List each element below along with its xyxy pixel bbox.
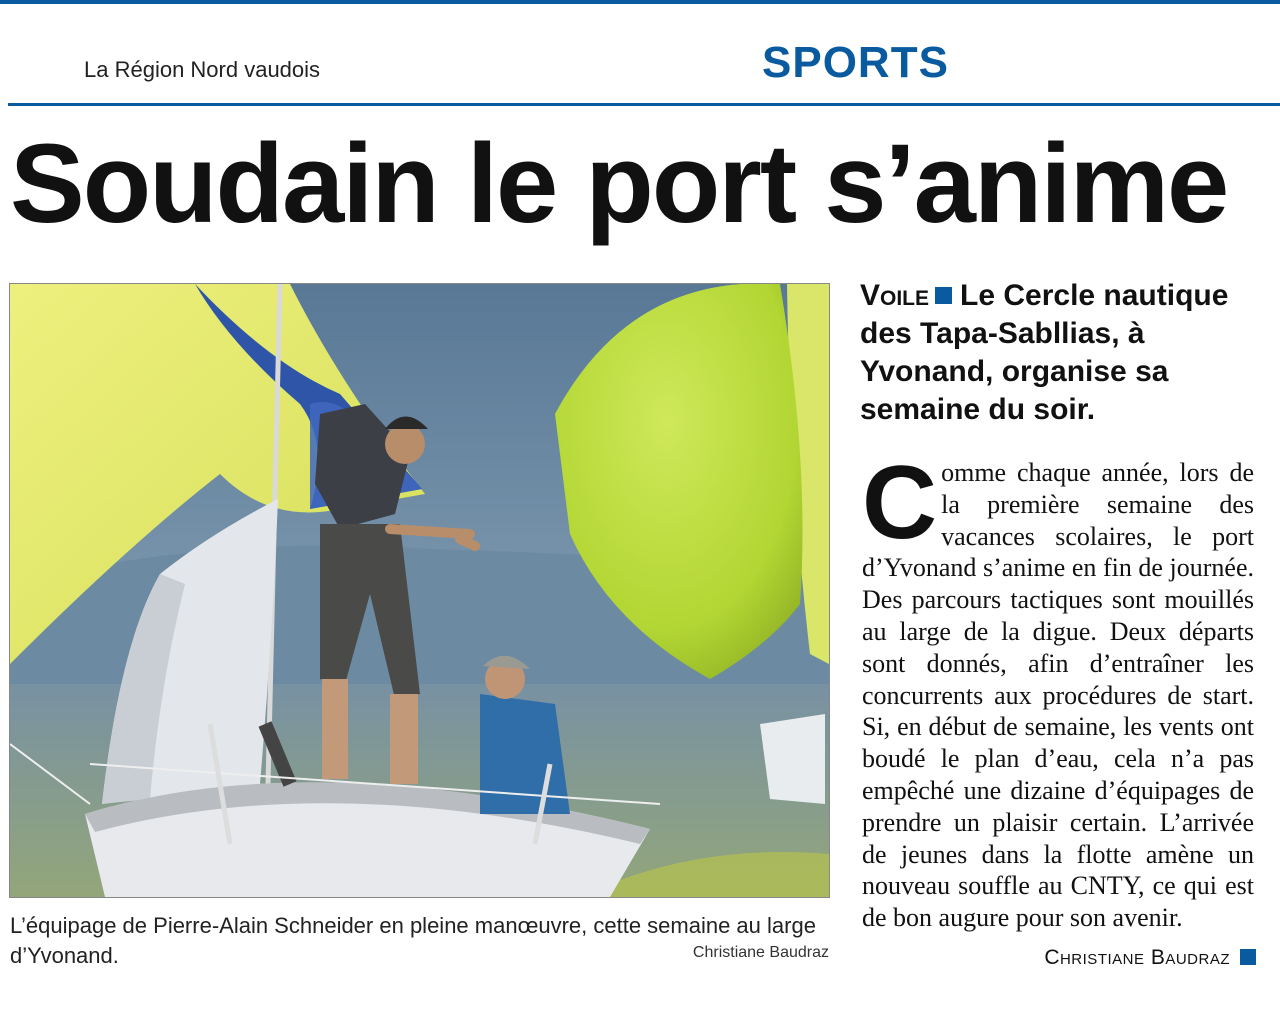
section-title: SPORTS: [762, 38, 949, 87]
byline: [1044, 946, 1256, 970]
byline-name: Christiane Baudraz: [1044, 946, 1230, 969]
deck-text: Le Cercle nautique des Tapa-Sabllias, à Yvonand, organise sa semaine du soir.: [860, 279, 1229, 426]
kicker: Voile: [860, 279, 930, 312]
publication-name: La Région Nord vaudois: [84, 57, 321, 82]
article-photo: [9, 283, 830, 898]
drop-cap: C: [862, 445, 938, 561]
article-body: [862, 445, 1254, 934]
body-text: omme chaque année, lors de la première semaine des vacances scolaires, le port d’Yvonand s’anime en fin de journée. Des parcours tactiques sont mouillés au large de la digue. Deux départs sont donnés, afin d’entraîner les concurrents aux procédures de start. Si, en début de semaine, les vents ont boudé le plan d’eau, cela n’a pas empêché une dizaine d’équipages de prendre un plaisir certain. L’arrivée de jeunes dans la flotte amène un nouveau souffle au CNTY, ce qui est de bon augure pour son avenir.: [862, 458, 1254, 933]
photo-credit: Christiane Baudraz: [692, 944, 829, 961]
top-rule: [0, 0, 1280, 4]
article-deck: [860, 277, 1270, 429]
photo-caption: L’équipage de Pierre-Alain Schneider en pleine manœuvre, cette semaine au large d’Yvonand.: [10, 913, 816, 968]
blue-square-icon: [935, 287, 952, 304]
header-rule: [8, 103, 1280, 106]
headline: Soudain le port s’anime: [10, 121, 1228, 246]
sailing-photo-illustration: [10, 284, 829, 897]
end-square-icon: [1240, 949, 1256, 965]
